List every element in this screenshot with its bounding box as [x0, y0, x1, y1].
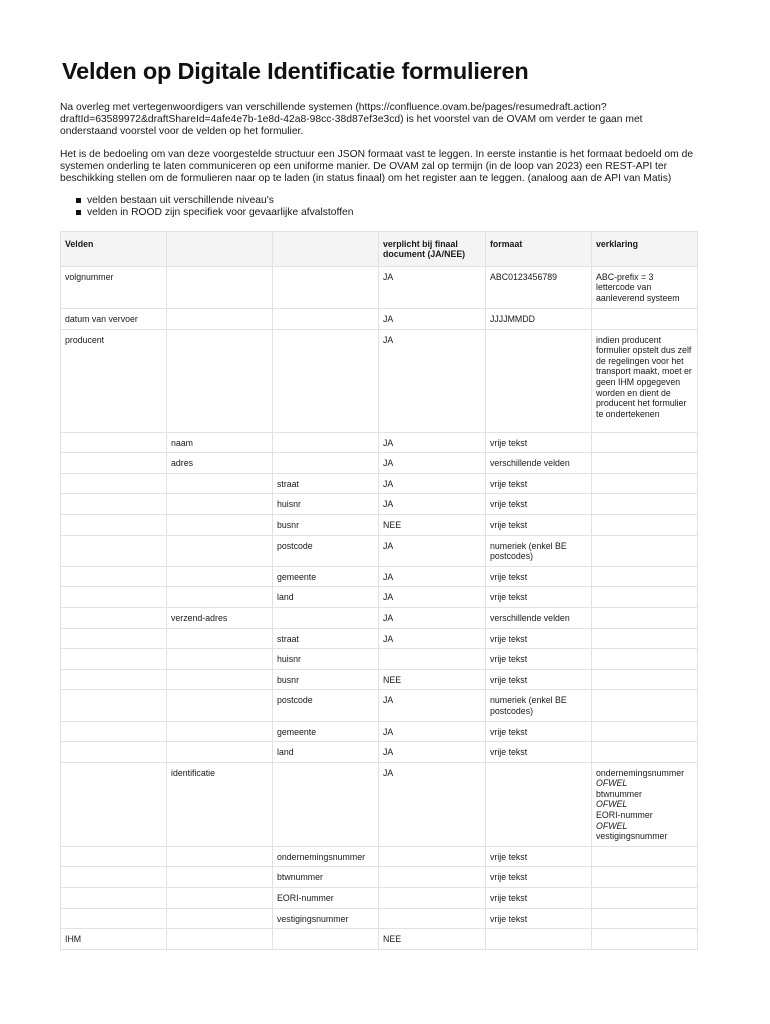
table-cell	[167, 888, 273, 909]
table-cell	[273, 929, 379, 950]
table-cell: JJJJMMDD	[486, 308, 592, 329]
table-cell: busnr	[273, 514, 379, 535]
table-cell: JA	[379, 432, 486, 453]
identifier-type: btwnummer	[596, 788, 642, 799]
page-title: Velden op Digitale Identificatie formulieren	[62, 58, 529, 84]
table-cell	[167, 908, 273, 929]
table-cell: JA	[379, 535, 486, 566]
table-cell: JA	[379, 690, 486, 721]
table-row	[61, 432, 698, 453]
or-separator: OFWEL	[596, 778, 628, 789]
table-cell	[379, 846, 486, 867]
table-cell: IHM	[61, 929, 167, 950]
table-cell: ABC-prefix = 3 lettercode van aanleverend systeem	[592, 266, 698, 308]
table-cell: identificatie	[167, 762, 273, 846]
table-row	[61, 535, 698, 566]
header-cell: Velden	[61, 231, 167, 266]
table-row	[61, 690, 698, 721]
or-separator: OFWEL	[596, 799, 628, 810]
table-cell	[592, 908, 698, 929]
table-cell: JA	[379, 566, 486, 587]
table-cell	[273, 432, 379, 453]
table-cell	[167, 535, 273, 566]
table-cell: vrije tekst	[486, 742, 592, 763]
table-cell: NEE	[379, 514, 486, 535]
table-cell	[592, 762, 698, 846]
table-row	[61, 649, 698, 670]
table-cell	[167, 494, 273, 515]
table-cell	[61, 721, 167, 742]
table-cell	[592, 669, 698, 690]
table-cell	[486, 762, 592, 846]
table-cell	[486, 929, 592, 950]
table-cell: verzend-adres	[167, 607, 273, 628]
table-row	[61, 587, 698, 608]
table-cell	[592, 535, 698, 566]
table-cell	[61, 453, 167, 474]
header-cell: formaat	[486, 231, 592, 266]
table-cell	[61, 494, 167, 515]
table-cell: vrije tekst	[486, 867, 592, 888]
table-cell	[592, 566, 698, 587]
table-row	[61, 888, 698, 909]
table-cell	[167, 587, 273, 608]
table-cell: NEE	[379, 669, 486, 690]
table-cell	[61, 742, 167, 763]
table-cell	[61, 628, 167, 649]
table-row	[61, 721, 698, 742]
table-cell	[592, 742, 698, 763]
table-cell: JA	[379, 308, 486, 329]
table-row	[61, 867, 698, 888]
table-row	[61, 494, 698, 515]
table-cell: btwnummer	[273, 867, 379, 888]
table-cell	[592, 473, 698, 494]
table-cell: vrije tekst	[486, 432, 592, 453]
table-cell: vrije tekst	[486, 669, 592, 690]
table-cell: vrije tekst	[486, 514, 592, 535]
table-cell: verschillende velden	[486, 453, 592, 474]
table-cell: vrije tekst	[486, 628, 592, 649]
table-cell	[61, 867, 167, 888]
table-cell: JA	[379, 607, 486, 628]
table-cell: naam	[167, 432, 273, 453]
table-cell	[167, 649, 273, 670]
table-cell: vrije tekst	[486, 587, 592, 608]
table-cell: vrije tekst	[486, 649, 592, 670]
table-cell: straat	[273, 473, 379, 494]
table-cell	[167, 308, 273, 329]
table-cell	[592, 888, 698, 909]
header-cell: verklaring	[592, 231, 698, 266]
identifier-type: ondernemingsnummer	[596, 767, 685, 778]
table-cell: JA	[379, 453, 486, 474]
table-cell: JA	[379, 587, 486, 608]
table-cell	[592, 846, 698, 867]
table-cell	[61, 888, 167, 909]
table-cell	[61, 669, 167, 690]
table-cell	[273, 266, 379, 308]
table-cell	[61, 908, 167, 929]
table-row	[61, 453, 698, 474]
table-body	[61, 266, 698, 949]
header-cell	[273, 231, 379, 266]
table-cell: land	[273, 742, 379, 763]
table-cell: JA	[379, 762, 486, 846]
bullet-item: velden bestaan uit verschillende niveau's	[87, 195, 700, 207]
table-row	[61, 929, 698, 950]
table-cell: indien producent formulier opstelt dus zelf de regelingen voor het transport maakt, moet er geen IHM opgegeven worden en dient de producent het formulier te ondertekenen	[592, 329, 698, 432]
table-cell: huisnr	[273, 649, 379, 670]
table-cell	[167, 329, 273, 432]
table-cell	[167, 929, 273, 950]
table-cell: JA	[379, 473, 486, 494]
table-cell	[592, 690, 698, 721]
table-cell: JA	[379, 494, 486, 515]
table-cell: vrije tekst	[486, 494, 592, 515]
table-row	[61, 908, 698, 929]
table-cell	[486, 329, 592, 432]
table-row	[61, 329, 698, 432]
table-cell	[273, 453, 379, 474]
table-cell	[592, 649, 698, 670]
table-cell	[167, 721, 273, 742]
table-cell	[592, 628, 698, 649]
table-cell	[167, 669, 273, 690]
table-cell: NEE	[379, 929, 486, 950]
table-cell	[61, 535, 167, 566]
table-cell: postcode	[273, 535, 379, 566]
table-cell: vrije tekst	[486, 908, 592, 929]
header-cell	[167, 231, 273, 266]
table-cell: JA	[379, 628, 486, 649]
fields-table	[60, 231, 698, 950]
table-cell	[167, 628, 273, 649]
table-cell	[167, 867, 273, 888]
table-cell	[167, 566, 273, 587]
table-row	[61, 473, 698, 494]
table-cell: vrije tekst	[486, 888, 592, 909]
table-cell: ondernemingsnummer	[273, 846, 379, 867]
table-cell	[167, 846, 273, 867]
table-cell	[592, 453, 698, 474]
table-cell: vrije tekst	[486, 566, 592, 587]
table-cell: JA	[379, 721, 486, 742]
table-cell: numeriek (enkel BE postcodes)	[486, 690, 592, 721]
table-cell	[167, 690, 273, 721]
table-cell	[61, 649, 167, 670]
table-cell	[379, 888, 486, 909]
table-cell	[61, 587, 167, 608]
table-cell	[379, 908, 486, 929]
table-cell: producent	[61, 329, 167, 432]
table-cell	[592, 308, 698, 329]
table-cell	[61, 846, 167, 867]
table-cell	[379, 867, 486, 888]
bullet-list	[60, 195, 700, 219]
table-cell	[592, 721, 698, 742]
table-row	[61, 566, 698, 587]
table-cell	[61, 566, 167, 587]
table-cell: vrije tekst	[486, 721, 592, 742]
table-cell	[592, 587, 698, 608]
table-row	[61, 762, 698, 846]
table-header-row	[61, 231, 698, 266]
table-cell: gemeente	[273, 721, 379, 742]
table-cell	[61, 514, 167, 535]
table-cell	[61, 762, 167, 846]
table-cell: vestigingsnummer	[273, 908, 379, 929]
table-row	[61, 607, 698, 628]
intro-paragraph-1: Na overleg met vertegenwoordigers van verschillende systemen (https://confluence.ovam.be/pages/resumedraft.action?draftId=63589972&draftShareId=4afe4e7b-1e8d-42a8-98cc-38d87ef3e3cd) is het voorstel van de OVAM om verder te gaan met onderstaand voorstel voor de velden op het formulier.	[60, 102, 643, 138]
table-cell	[167, 742, 273, 763]
table-row	[61, 628, 698, 649]
table-cell: verschillende velden	[486, 607, 592, 628]
table-cell: land	[273, 587, 379, 608]
table-cell: JA	[379, 266, 486, 308]
table-cell	[592, 867, 698, 888]
table-cell: vrije tekst	[486, 473, 592, 494]
document-page	[60, 58, 700, 950]
table-cell	[167, 266, 273, 308]
table-cell	[273, 308, 379, 329]
table-cell	[592, 432, 698, 453]
header-cell: verplicht bij finaal document (JA/NEE)	[379, 231, 486, 266]
table-row	[61, 308, 698, 329]
table-cell: numeriek (enkel BE postcodes)	[486, 535, 592, 566]
identifier-type: vestigingsnummer	[596, 831, 668, 842]
table-cell	[273, 762, 379, 846]
table-cell: postcode	[273, 690, 379, 721]
table-cell	[592, 929, 698, 950]
table-cell: volgnummer	[61, 266, 167, 308]
identifier-type: EORI-nummer	[596, 810, 653, 821]
table-cell	[592, 494, 698, 515]
table-cell	[273, 329, 379, 432]
table-cell: JA	[379, 329, 486, 432]
table-cell	[592, 514, 698, 535]
table-cell	[61, 607, 167, 628]
table-cell	[167, 514, 273, 535]
table-cell: huisnr	[273, 494, 379, 515]
table-cell	[273, 607, 379, 628]
or-separator: OFWEL	[596, 820, 628, 831]
table-cell	[61, 690, 167, 721]
table-cell: JA	[379, 742, 486, 763]
table-cell	[61, 473, 167, 494]
table-cell: busnr	[273, 669, 379, 690]
intro-paragraph-2: Het is de bedoeling om van deze voorgestelde structuur een JSON formaat vast te leggen. In eerste instantie is het formaat bedoeld om de systemen onderling te laten communiceren op een uniforme manier. De OVAM zal op termijn (in de loop van 2023) een REST-API ter beschikking stellen om de formulieren naar op te laden (in status finaal) om het register aan te leggen. (analoog aan de API van Matis)	[60, 148, 694, 185]
table-row	[61, 669, 698, 690]
table-row	[61, 846, 698, 867]
bullet-item: velden in ROOD zijn specifiek voor gevaarlijke afvalstoffen	[87, 207, 700, 219]
table-cell: straat	[273, 628, 379, 649]
table-cell: gemeente	[273, 566, 379, 587]
table-cell: vrije tekst	[486, 846, 592, 867]
table-row	[61, 742, 698, 763]
table-cell: ABC0123456789	[486, 266, 592, 308]
table-cell: datum van vervoer	[61, 308, 167, 329]
table-cell: adres	[167, 453, 273, 474]
table-cell	[379, 649, 486, 670]
table-cell	[61, 432, 167, 453]
table-row	[61, 514, 698, 535]
table-row	[61, 266, 698, 308]
table-cell	[592, 607, 698, 628]
table-cell: EORI-nummer	[273, 888, 379, 909]
table-cell	[167, 473, 273, 494]
